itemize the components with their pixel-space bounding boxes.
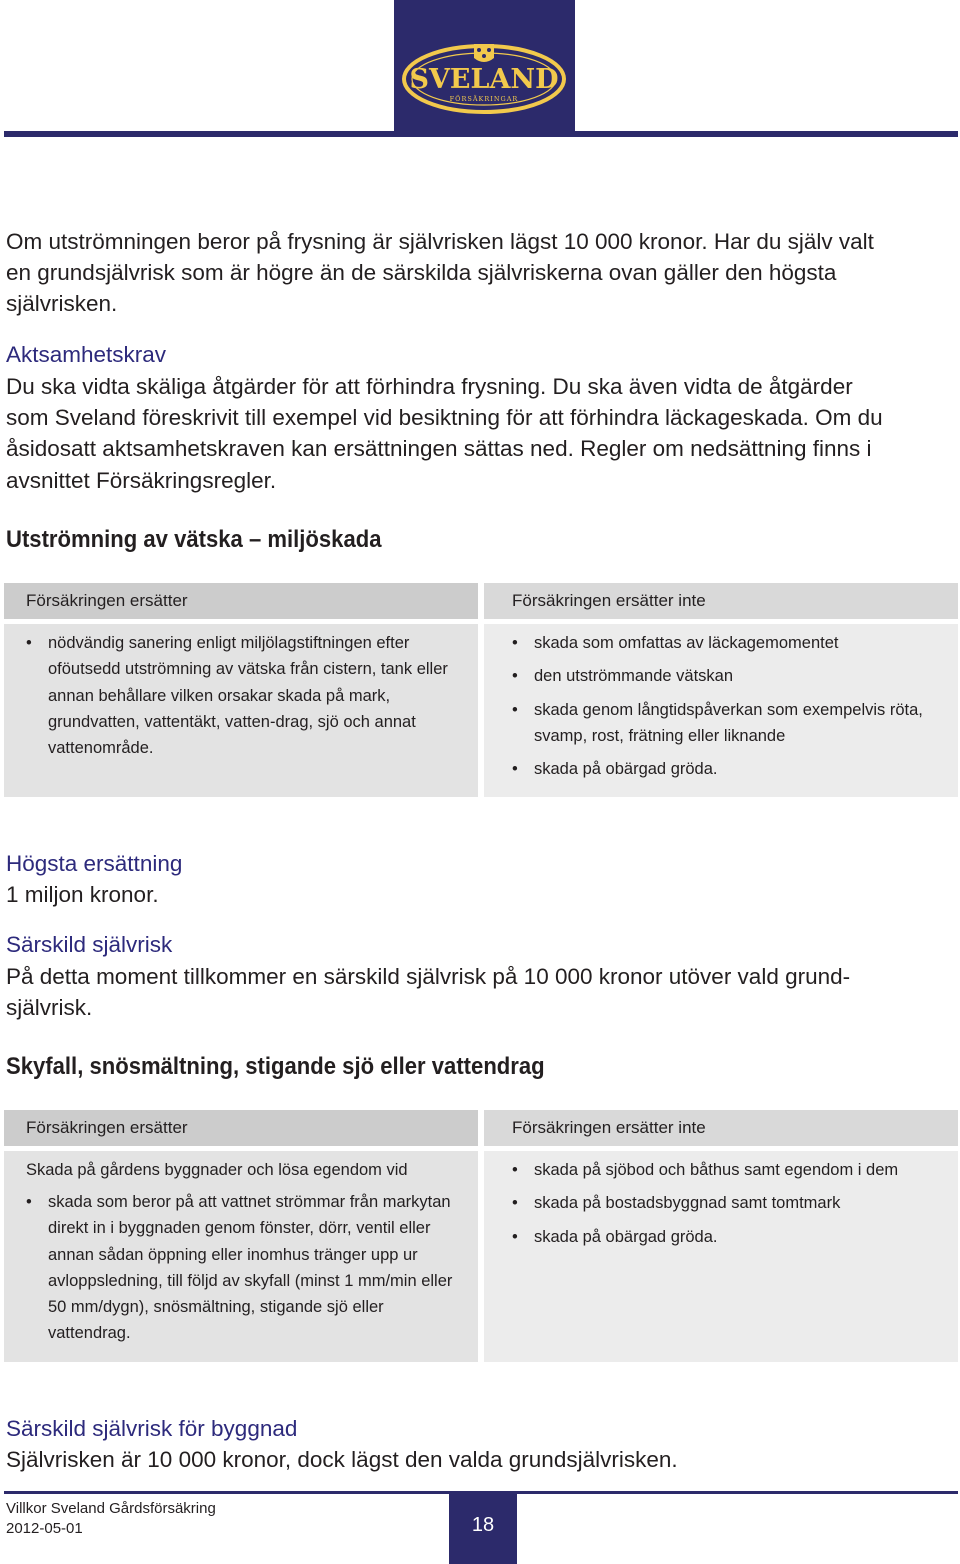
intro-line: en grundsjälvrisk som är högre än de särskilda självriskerna ovan gäller den högsta — [6, 260, 837, 285]
sarskild-heading: Särskild självrisk — [6, 932, 173, 957]
covered-header: Försäkringen ersätter — [4, 583, 478, 619]
intro-line: självrisken. — [6, 291, 118, 316]
aktsamhet-line: som Sveland föreskrivit till exempel vid besiktning för att förhindra läckageskada. Om du — [6, 405, 883, 430]
brand-tagline: FÖRSÄKRINGAR — [449, 95, 519, 103]
hogsta-heading: Högsta ersättning — [6, 851, 183, 876]
covered-column — [4, 583, 478, 758]
list-item: • skada som beror på att vattnet strömmar från markytan direkt in i byggnaden genom fönster, dörr, ventil eller annan sådan öppning eller inomhus tränger upp ur avloppsledning, till följd av skyfall (minst 1 mm/min eller 50 mm/dygn), snösmältning, stigande sjö eller vattendrag. — [26, 1189, 458, 1347]
footer-date: 2012-05-01 — [6, 1520, 83, 1537]
list-item: • skada på bostadsbyggnad samt tomtmark — [512, 1190, 938, 1216]
footer-doc-title: Villkor Sveland Gårdsförsäkring — [6, 1500, 216, 1517]
list-item: • den utströmmande vätskan — [512, 663, 938, 689]
covered-intro: Skada på gårdens byggnader och lösa egendom vid — [26, 1161, 408, 1179]
not-covered-header: Försäkringen ersätter inte — [484, 583, 958, 619]
section-title-skyfall: Skyfall, snösmältning, stigande sjö eller vattendrag — [6, 1053, 545, 1080]
aktsamhet-line: åsidosatt aktsamhetskraven kan ersättningen sättas ned. Regler om nedsättning finns i — [6, 436, 872, 461]
not-covered-body — [484, 624, 958, 797]
list-item: • skada på sjöbod och båthus samt egendom i dem — [512, 1157, 938, 1183]
not-covered-column — [484, 583, 958, 779]
crest-icon — [474, 44, 494, 62]
list-item: • skada på obärgad gröda. — [512, 756, 938, 782]
header-rule — [4, 131, 958, 137]
section-title-miljoskada: Utströmning av vätska – miljöskada — [6, 526, 382, 553]
sarskild-line: självrisk. — [6, 995, 93, 1020]
not-covered-body — [484, 1151, 958, 1362]
hogsta-text: 1 miljon kronor. — [6, 882, 159, 907]
aktsamhet-line: avsnittet Försäkringsregler. — [6, 468, 277, 493]
covered-body — [4, 624, 478, 797]
list-item: • skada genom långtidspåverkan som exempelvis röta, svamp, rost, frätning eller liknande — [512, 697, 938, 750]
sarskild-line: På detta moment tillkommer en särskild självrisk på 10 000 kronor utöver vald grund- — [6, 964, 851, 989]
intro-line: Om utströmningen beror på frysning är självrisken lägst 10 000 kronor. Har du själv valt — [6, 229, 874, 254]
page-number: 18 — [449, 1494, 517, 1564]
coverage-table-skyfall — [4, 1110, 958, 1362]
aktsamhet-line: Du ska vidta skäliga åtgärder för att förhindra frysning. Du ska även vidta de åtgärder — [6, 374, 853, 399]
list-item: • skada på obärgad gröda. — [512, 1224, 938, 1250]
brand-name: SVELAND — [409, 64, 559, 95]
not-covered-column — [484, 1110, 958, 1246]
covered-body — [4, 1151, 478, 1362]
sveland-logo-graphic — [394, 0, 575, 134]
list-item: • skada som omfattas av läckagemomentet — [512, 630, 938, 656]
coverage-table-miljoskada — [4, 583, 958, 797]
covered-header: Försäkringen ersätter — [4, 1110, 478, 1146]
covered-column — [4, 1110, 478, 1343]
aktsamhet-heading: Aktsamhetskrav — [6, 342, 167, 367]
byggnad-heading: Särskild självrisk för byggnad — [6, 1416, 298, 1441]
sveland-logo — [394, 0, 575, 134]
not-covered-header: Försäkringen ersätter inte — [484, 1110, 958, 1146]
list-item: • nödvändig sanering enligt miljölagstiftningen efter oföutsedd utströmning av vätska från cistern, tank eller annan behållare vilken orsakar skada på mark, grundvatten, vattentäkt, vatten-drag, sjö och annat vattenområde. — [26, 630, 458, 761]
byggnad-text: Självrisken är 10 000 kronor, dock lägst den valda grundsjälvrisken. — [6, 1447, 678, 1472]
